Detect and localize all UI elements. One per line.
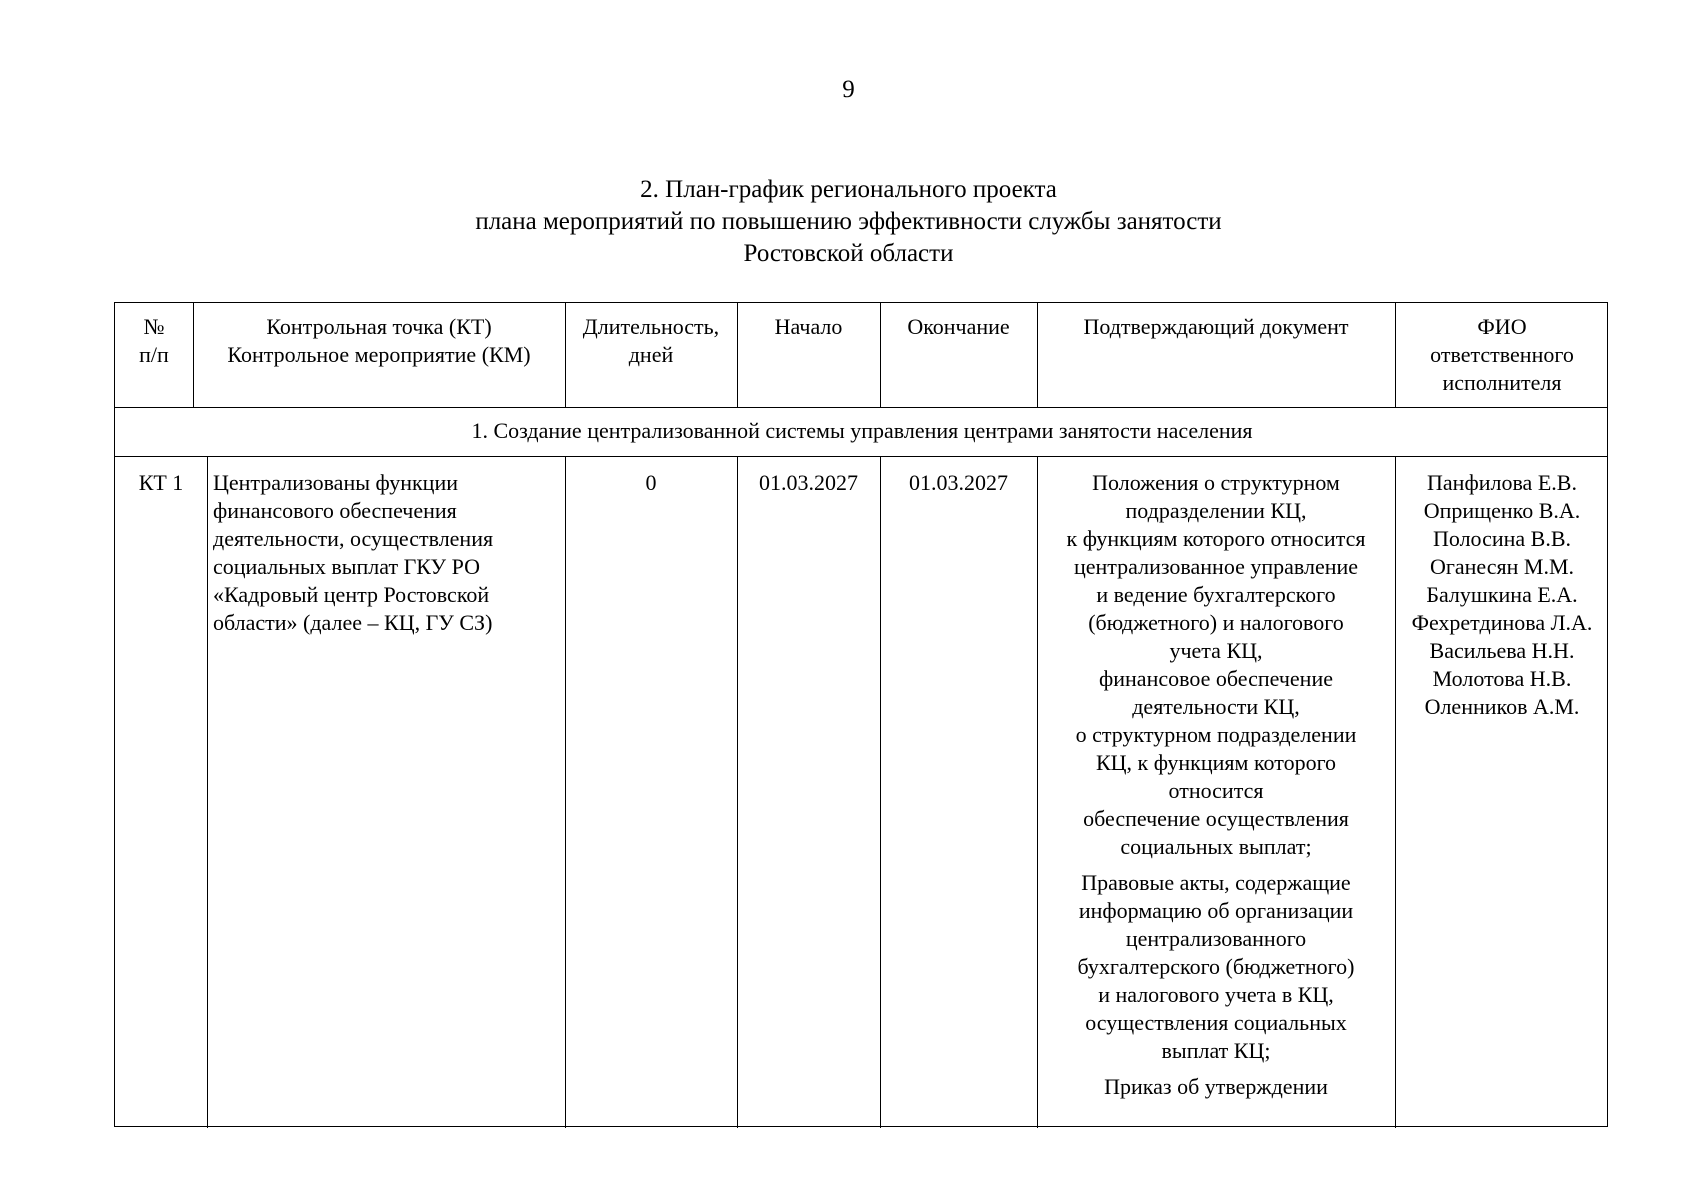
- document-line: обеспечение осуществления: [1083, 806, 1349, 831]
- header-number-line-1: №: [143, 314, 165, 339]
- responsible-person: Молотова Н.В.: [1432, 666, 1572, 691]
- document-line: КЦ, к функциям которого: [1095, 750, 1337, 775]
- description-line: «Кадровый центр Ростовской: [213, 582, 490, 607]
- col-divider-body-4: [880, 456, 881, 1128]
- document-title: [0, 174, 1697, 270]
- document-paragraph-1: [1037, 469, 1395, 861]
- document-line: централизованное управление: [1073, 554, 1359, 579]
- responsible-person: Панфилова Е.В.: [1427, 470, 1577, 495]
- section-separator: [115, 456, 1607, 457]
- header-number: [115, 313, 193, 369]
- row-responsible: [1395, 469, 1609, 721]
- header-responsible-line-1: ФИО: [1477, 314, 1527, 339]
- document-line: осуществления социальных: [1085, 1010, 1347, 1035]
- header-duration-line-1: Длительность,: [582, 314, 720, 339]
- document-line: Положения о структурном: [1092, 470, 1340, 495]
- responsible-person: Балушкина Е.А.: [1426, 582, 1578, 607]
- responsible-person: Оганесян М.М.: [1429, 554, 1575, 579]
- document-line: и налогового учета в КЦ,: [1098, 982, 1334, 1007]
- title-line-2: плана мероприятий по повышению эффективности службы занятости: [475, 208, 1222, 235]
- responsible-person: Оленников А.М.: [1424, 694, 1580, 719]
- col-divider-body-2: [565, 456, 566, 1128]
- header-duration-line-2: дней: [628, 342, 674, 367]
- page-number: 9: [842, 76, 855, 103]
- row-number: КТ 1: [138, 470, 184, 495]
- document-line: Правовые акты, содержащие: [1081, 870, 1351, 895]
- title-line-3: Ростовской области: [743, 240, 954, 267]
- row-confirming-document: [1037, 469, 1395, 1101]
- document-line: (бюджетного) и налогового: [1088, 610, 1344, 635]
- row-start-date: 01.03.2027: [759, 470, 858, 495]
- row-description: [213, 469, 559, 637]
- header-responsible: [1395, 313, 1609, 397]
- header-end: Окончание: [907, 314, 1010, 339]
- header-separator: [115, 407, 1607, 408]
- document-line: учета КЦ,: [1169, 638, 1263, 663]
- document-line: к функциям которого относится: [1066, 526, 1366, 551]
- plan-schedule-table: [114, 302, 1608, 1127]
- document-line: и ведение бухгалтерского: [1096, 582, 1336, 607]
- document-line: о структурном подразделении: [1075, 722, 1357, 747]
- description-line: социальных выплат ГКУ РО: [213, 554, 480, 579]
- responsible-person: Полосина В.В.: [1432, 526, 1572, 551]
- description-line: области» (далее – КЦ, ГУ СЗ): [213, 610, 493, 635]
- document-paragraph-3: [1037, 1073, 1395, 1101]
- title-line-1: 2. План-график регионального проекта: [640, 176, 1057, 203]
- row-duration: 0: [645, 470, 657, 495]
- description-line: финансового обеспечения: [213, 498, 457, 523]
- header-control-point: [193, 313, 565, 369]
- section-title: 1. Создание централизованной системы управления центрами занятости населения: [471, 418, 1253, 443]
- document-line: деятельности КЦ,: [1132, 694, 1300, 719]
- header-document: Подтверждающий документ: [1083, 314, 1349, 339]
- document-line: финансовое обеспечение: [1099, 666, 1333, 691]
- header-duration: [565, 313, 737, 369]
- description-line: деятельности, осуществления: [213, 526, 494, 551]
- document-line: относится: [1168, 778, 1264, 803]
- header-responsible-line-2: ответственного: [1430, 342, 1574, 367]
- description-line: Централизованы функции: [213, 470, 458, 495]
- document-line: подразделении КЦ,: [1125, 498, 1307, 523]
- document-line: бухгалтерского (бюджетного): [1077, 954, 1355, 979]
- document-paragraph-2: [1037, 869, 1395, 1065]
- document-line: централизованного: [1125, 926, 1307, 951]
- header-responsible-line-3: исполнителя: [1442, 370, 1562, 395]
- document-line: информацию об организации: [1078, 898, 1354, 923]
- row-end-date: 01.03.2027: [909, 470, 1008, 495]
- header-start: Начало: [774, 314, 843, 339]
- col-divider-body-3: [737, 456, 738, 1128]
- document-line: социальных выплат;: [1120, 834, 1312, 859]
- responsible-person: Васильева Н.Н.: [1429, 638, 1575, 663]
- header-number-line-2: п/п: [139, 342, 169, 367]
- header-control-point-line-1: Контрольная точка (КТ): [266, 314, 492, 339]
- col-divider-body-1: [207, 456, 208, 1128]
- document-line: Приказ об утверждении: [1104, 1074, 1328, 1099]
- document-line: выплат КЦ;: [1161, 1038, 1271, 1063]
- responsible-person: Фехретдинова Л.А.: [1411, 610, 1593, 635]
- responsible-person: Оприщенко В.А.: [1423, 498, 1581, 523]
- header-control-point-line-2: Контрольное мероприятие (КМ): [227, 342, 531, 367]
